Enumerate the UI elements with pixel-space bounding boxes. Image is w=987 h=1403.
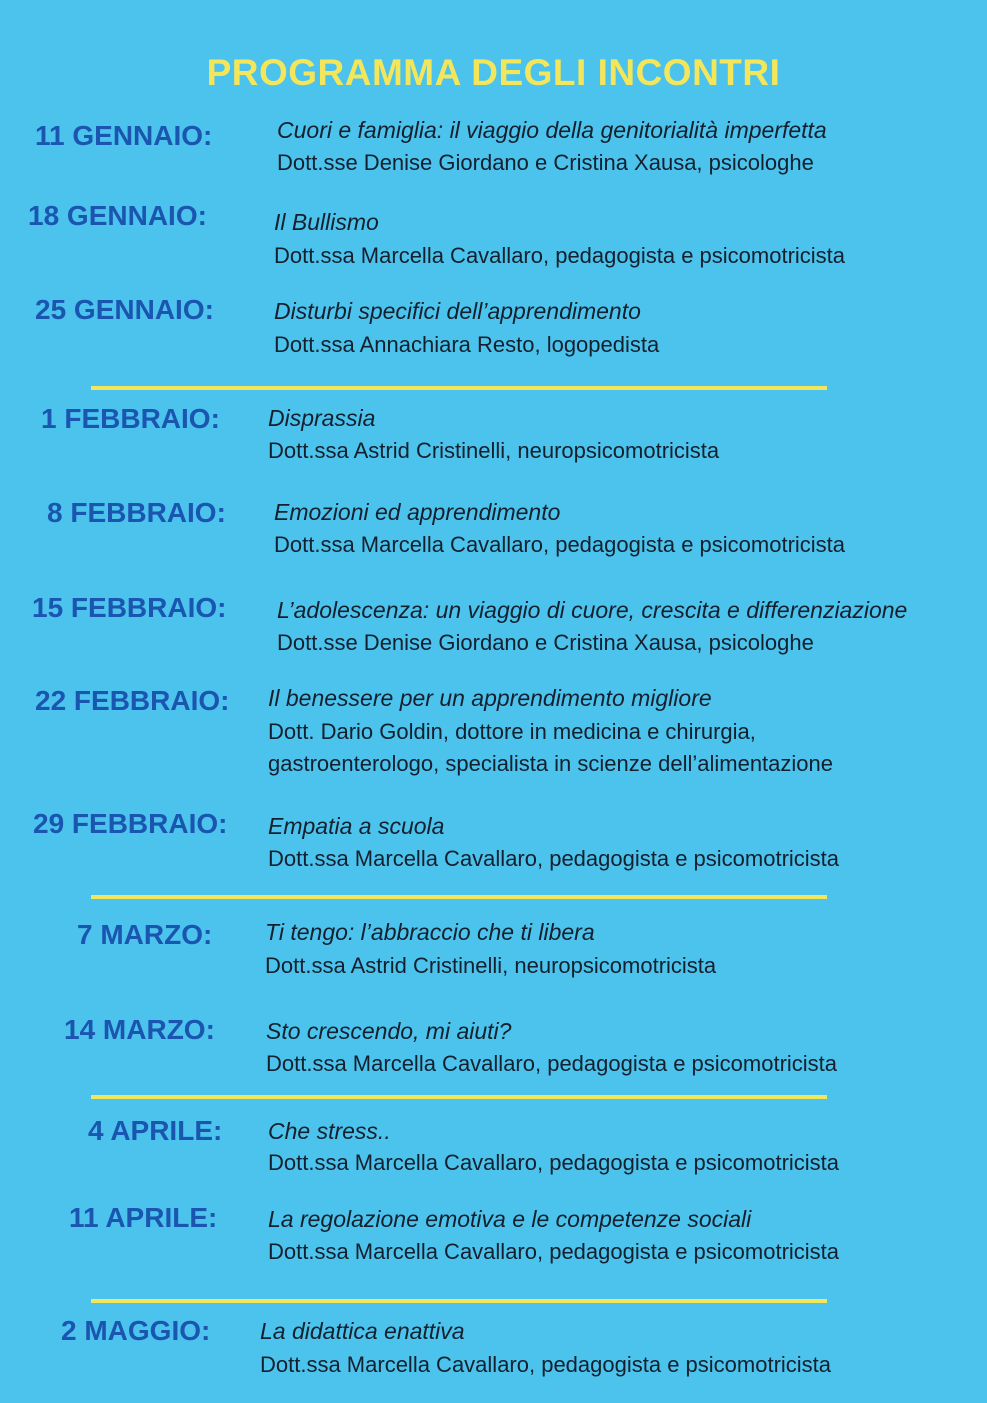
event-date: 22 FEBBRAIO: xyxy=(35,685,230,716)
event-date: 14 MARZO: xyxy=(64,1014,215,1045)
event-date: 4 APRILE: xyxy=(88,1115,223,1146)
event-speaker: Dott.sse Denise Giordano e Cristina Xausa, psicologhe xyxy=(277,150,814,175)
event-speaker: Dott.ssa Marcella Cavallaro, pedagogista e psicomotricista xyxy=(274,532,846,557)
section-divider xyxy=(91,1299,827,1303)
event-date: 11 APRILE: xyxy=(69,1202,218,1233)
event-title: Disprassia xyxy=(268,405,376,431)
event-speaker: Dott.ssa Astrid Cristinelli, neuropsicomotricista xyxy=(265,953,717,978)
event-date: 18 GENNAIO: xyxy=(28,200,207,231)
page-title: PROGRAMMA DEGLI INCONTRI xyxy=(206,52,781,93)
event-speaker: Dott.ssa Annachiara Resto, logopedista xyxy=(274,332,660,357)
event-title: Sto crescendo, mi aiuti? xyxy=(266,1018,512,1044)
event-title: Il benessere per un apprendimento migliore xyxy=(268,685,712,711)
event-speaker: Dott.sse Denise Giordano e Cristina Xausa, psicologhe xyxy=(277,630,814,655)
event-speaker: Dott.ssa Marcella Cavallaro, pedagogista e psicomotricista xyxy=(268,846,840,871)
event-title: Ti tengo: l’abbraccio che ti libera xyxy=(265,919,595,945)
event-date: 15 FEBBRAIO: xyxy=(32,592,227,623)
event-title: Che stress.. xyxy=(268,1118,391,1144)
event-speaker: Dott.ssa Marcella Cavallaro, pedagogista e psicomotricista xyxy=(266,1051,838,1076)
event-date: 25 GENNAIO: xyxy=(35,294,214,325)
event-date: 8 FEBBRAIO: xyxy=(47,497,226,528)
event-title: Empatia a scuola xyxy=(268,813,445,839)
event-date: 2 MAGGIO: xyxy=(61,1315,211,1346)
section-divider xyxy=(91,386,827,390)
event-speaker: Dott.ssa Marcella Cavallaro, pedagogista e psicomotricista xyxy=(274,243,846,268)
event-title: La regolazione emotiva e le competenze sociali xyxy=(268,1206,752,1232)
section-divider xyxy=(91,895,827,899)
event-date: 7 MARZO: xyxy=(77,919,213,950)
event-date: 29 FEBBRAIO: xyxy=(33,808,228,839)
section-divider xyxy=(91,1095,827,1099)
event-speaker: Dott.ssa Marcella Cavallaro, pedagogista e psicomotricista xyxy=(268,1150,840,1175)
event-speaker: Dott.ssa Marcella Cavallaro, pedagogista e psicomotricista xyxy=(260,1352,832,1377)
event-speaker: Dott. Dario Goldin, dottore in medicina e chirurgia, xyxy=(268,719,756,744)
event-speaker-line2: gastroenterologo, specialista in scienze dell’alimentazione xyxy=(268,751,833,776)
event-title: Il Bullismo xyxy=(274,209,379,235)
event-speaker: Dott.ssa Marcella Cavallaro, pedagogista e psicomotricista xyxy=(268,1239,840,1264)
event-title: Cuori e famiglia: il viaggio della genitorialità imperfetta xyxy=(277,117,827,143)
event-date: 11 GENNAIO: xyxy=(35,120,213,151)
event-title: La didattica enattiva xyxy=(260,1318,465,1344)
event-title: Disturbi specifici dell’apprendimento xyxy=(274,298,641,324)
event-speaker: Dott.ssa Astrid Cristinelli, neuropsicomotricista xyxy=(268,438,720,463)
event-title: L’adolescenza: un viaggio di cuore, crescita e differenziazione xyxy=(277,597,908,623)
event-title: Emozioni ed apprendimento xyxy=(274,499,561,525)
event-date: 1 FEBBRAIO: xyxy=(41,403,220,434)
